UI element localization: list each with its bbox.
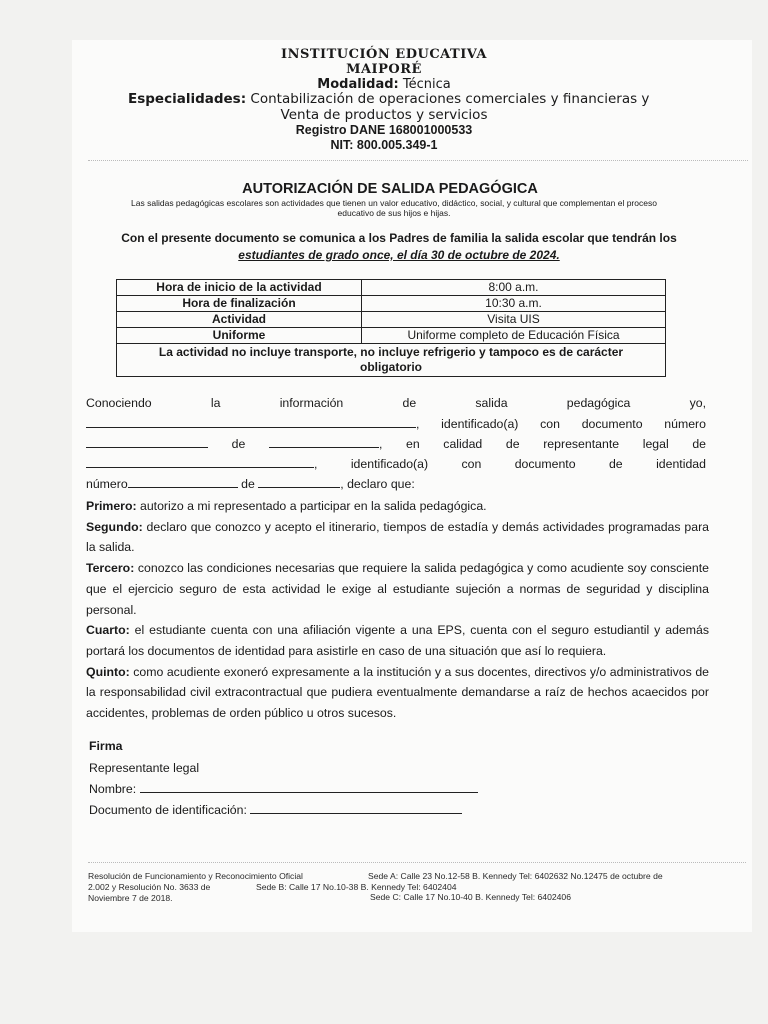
clause-label: Primero: [86, 499, 137, 513]
activity-note [117, 344, 666, 377]
decl-word: identificado(a) [350, 457, 429, 471]
decl-word: número [664, 417, 706, 431]
name-label: Nombre: [89, 782, 137, 796]
clause-third [86, 558, 709, 620]
communication [84, 230, 714, 264]
intro-line2: educativo de sus hijos e hijas. [337, 208, 451, 218]
declaration-line1 [86, 396, 706, 410]
clause-second [86, 517, 709, 558]
decl-word: número [86, 477, 128, 491]
decl-word: de [505, 437, 520, 451]
signature-role: Representante legal [89, 761, 200, 775]
specialties [128, 92, 658, 107]
signature-doc-row [89, 802, 462, 817]
row-value: Visita UIS [362, 312, 666, 328]
dane-registry: Registro DANE 168001000533 [295, 123, 473, 137]
footer-resolution-1: Resolución de Funcionamiento y Reconocimiento Oficial [88, 871, 303, 881]
table-row [117, 280, 666, 296]
table-note-row [117, 344, 666, 377]
document-title: AUTORIZACIÓN DE SALIDA PEDAGÓGICA [242, 181, 538, 197]
institution-title: INSTITUCIÓN EDUCATIVA [281, 47, 487, 62]
decl-word: documento [581, 417, 643, 431]
nit: NIT: 800.005.349-1 [330, 138, 438, 152]
note-line1: La actividad no incluye transporte, no incluye refrigerio y tampoco es de carácter [158, 345, 624, 359]
decl-word: información [279, 396, 344, 410]
row-label: Uniforme [117, 328, 362, 344]
signature-name-row [89, 781, 478, 796]
decl-word: , declaro que: [340, 477, 415, 491]
decl-word: de [402, 396, 417, 410]
decl-word: representante [543, 437, 620, 451]
decl-word: pedagógica [566, 396, 631, 410]
doc-label: Documento de identificación: [89, 803, 247, 817]
header-divider [88, 160, 748, 161]
doc-number-blank[interactable] [86, 436, 208, 448]
declaration-line3 [86, 436, 706, 451]
decl-word: de [241, 477, 255, 491]
decl-word: en [405, 437, 420, 451]
decl-word: con [461, 457, 482, 471]
signature-name-field[interactable] [140, 781, 478, 793]
decl-word: de [692, 437, 707, 451]
modality-value: Técnica [402, 77, 451, 92]
clause-text: conozco las condiciones necesarias que requiere la salida pedagógica y como acudiente soy consciente que el ejercicio seguro de esta actividad le exige al estudiante sujeción a normas de seguridad y disciplina personal. [86, 561, 709, 617]
decl-word: , [314, 457, 318, 471]
decl-word: , [378, 437, 383, 451]
clause-label: Segundo: [86, 519, 143, 534]
row-value: 8:00 a.m. [362, 280, 666, 296]
row-label: Hora de inicio de la actividad [117, 280, 362, 296]
decl-word: salida [475, 396, 508, 410]
intro-text [84, 198, 704, 218]
decl-word: calidad [443, 437, 483, 451]
modality-label: Modalidad: [317, 77, 399, 92]
footer-sede-a: Sede A: Calle 23 No.12-58 B. Kennedy Tel: 6402632 No.12475 de octubre de [368, 871, 663, 881]
decl-word: , [416, 417, 420, 431]
row-value: 10:30 a.m. [362, 296, 666, 312]
clause-text: autorizo a mi representado a participar en la salida pedagógica. [136, 499, 487, 513]
institution-name: MAIPORÉ [346, 62, 422, 77]
clause-text: declaro que conozco y acepto el itinerario, tiempos de estadía y demás actividades programadas para la salida. [86, 519, 709, 555]
clause-fifth [86, 662, 709, 724]
table-row [117, 312, 666, 328]
row-label: Actividad [117, 312, 362, 328]
communication-line1: Con el presente documento se comunica a los Padres de familia la salida escolar que tendrán los [121, 231, 677, 245]
declaration-line4 [86, 456, 706, 471]
decl-word: identificado(a) [441, 417, 519, 431]
clause-first [86, 496, 709, 517]
declaration-line5 [86, 476, 706, 491]
decl-word: legal [642, 437, 669, 451]
intro-line1: Las salidas pedagógicas escolares son actividades que tienen un valor educativo, didáctico, social, y cultural que complementan el proceso [131, 198, 657, 208]
decl-word: de [231, 437, 246, 451]
name-blank[interactable] [86, 416, 416, 428]
signature-label: Firma [89, 739, 123, 753]
clause-fourth [86, 620, 709, 661]
footer-divider [88, 862, 746, 863]
clause-label: Tercero: [86, 561, 135, 576]
decl-word: con [540, 417, 560, 431]
footer-resolution-2: 2.002 y Resolución No. 3633 de [88, 882, 211, 892]
note-line2: obligatorio [360, 360, 422, 374]
modality [0, 77, 768, 92]
clause-text: como acudiente exoneró expresamente a la institución y a sus docentes, directivos y/o administrativos de la responsabilidad civil extracontractual que pudiera eventualmente demandarse a raíz de hechos acaecidos por accidentes, problemas de orden público u otros sucesos. [86, 664, 709, 721]
specialties-line1: Contabilización de operaciones comerciales y financieras y [250, 91, 650, 107]
decl-word: de [608, 457, 623, 471]
footer-resolution-3: Noviembre 7 de 2018. [88, 893, 173, 903]
clause-text: el estudiante cuenta con una afiliación vigente a una EPS, cuenta con el seguro estudiantil y además portará los documentos de identidad para asistirle en caso de una situación que así lo requiera. [86, 623, 709, 658]
signature-doc-field[interactable] [250, 802, 462, 814]
student-doc-blank[interactable] [128, 476, 238, 488]
row-label: Hora de finalización [117, 296, 362, 312]
clauses [86, 496, 709, 724]
table-row [117, 296, 666, 312]
communication-line2: estudiantes de grado once, el día 30 de octubre de 2024. [238, 248, 560, 262]
specialties-line2: Venta de productos y servicios [280, 107, 488, 123]
specialties-label: Especialidades: [128, 91, 247, 107]
decl-word: Conociendo [86, 396, 152, 410]
decl-word: identidad [656, 457, 706, 471]
student-doc-city-blank[interactable] [258, 476, 340, 488]
activity-table [116, 279, 666, 377]
doc-city-blank[interactable] [269, 436, 379, 448]
student-name-blank[interactable] [86, 456, 314, 468]
decl-word: yo, [689, 396, 707, 410]
clause-label: Cuarto: [86, 623, 130, 638]
footer-sede-b: Sede B: Calle 17 No.10-38 B. Kennedy Tel: 6402404 [256, 882, 457, 892]
declaration-line2 [86, 416, 706, 431]
footer-sede-c: Sede C: Calle 17 No.10-40 B. Kennedy Tel: 6402406 [370, 892, 571, 902]
table-row [117, 328, 666, 344]
row-value: Uniforme completo de Educación Física [362, 328, 666, 344]
decl-word: documento [514, 457, 576, 471]
clause-label: Quinto: [86, 664, 130, 679]
decl-word: la [210, 396, 221, 410]
